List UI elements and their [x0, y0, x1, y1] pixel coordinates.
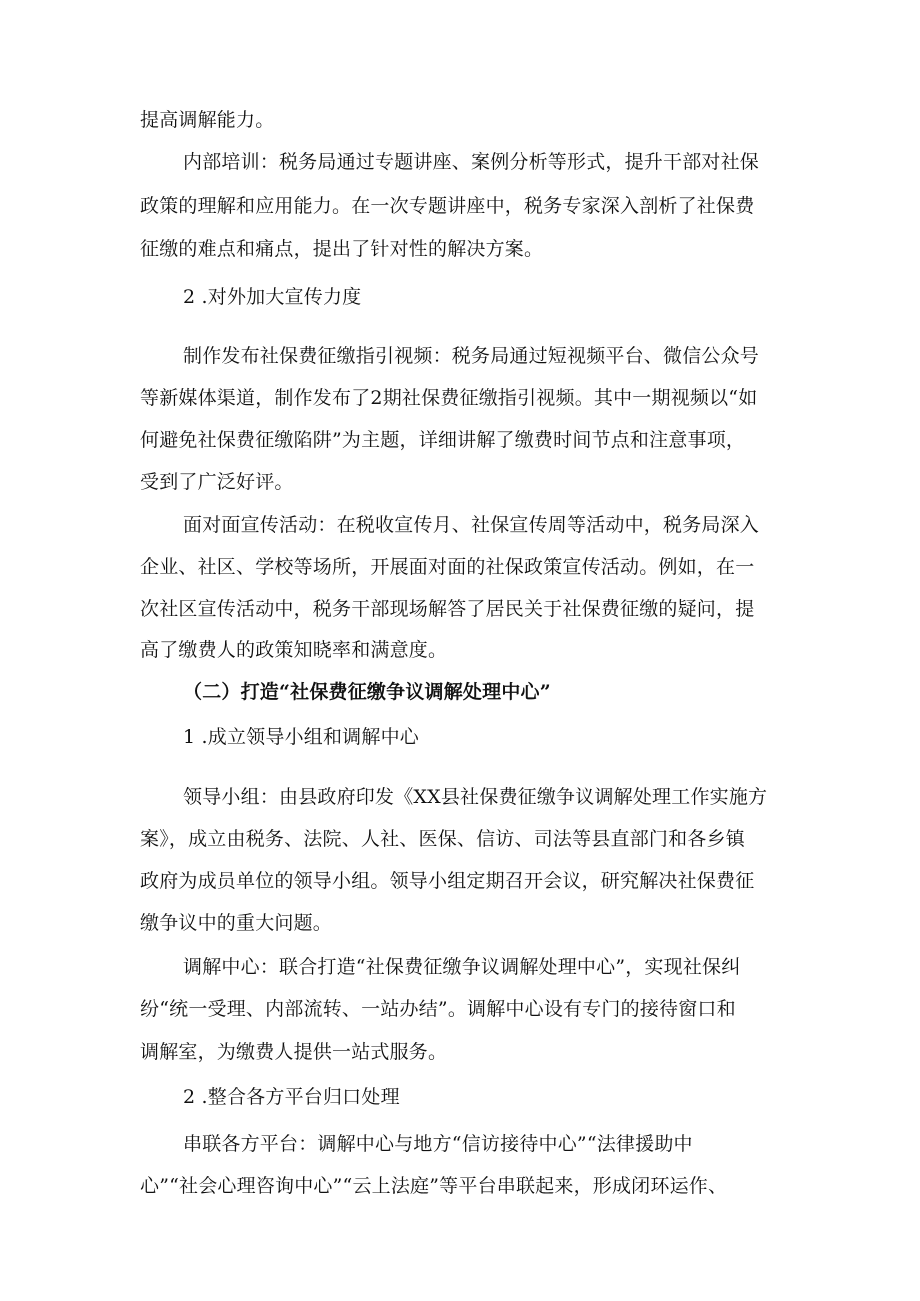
paragraph-line: 政策的理解和应用能力。在一次专题讲座中，税务专家深入剖析了社保费 — [140, 195, 755, 217]
paragraph-line: 提高调解能力。 — [140, 109, 275, 131]
paragraph-line: 缴争议中的重大问题。 — [140, 912, 333, 934]
paragraph-line: 调解中心：联合打造“社保费征缴争议调解处理中心”，实现社保纠 — [183, 956, 741, 978]
section-heading: 2 .整合各方平台归口处理 — [183, 1086, 400, 1108]
paragraph-line: 心”“社会心理咨询中心”“云上法庭”等平台串联起来，形成闭环运作、 — [140, 1175, 728, 1197]
paragraph-line: 案》，成立由税务、法院、人社、医保、信访、司法等县直部门和各乡镇 — [140, 828, 745, 850]
section-heading: 1 .成立领导小组和调解中心 — [183, 726, 419, 748]
paragraph-line: 制作发布社保费征缴指引视频：税务局通过短视频平台、微信公众号 — [183, 345, 760, 367]
paragraph-line: 纷“统一受理、内部流转、一站办结”。调解中心设有专门的接待窗口和 — [140, 998, 736, 1020]
paragraph-line: 领导小组：由县政府印发《XX县社保费征缴争议调解处理工作实施方 — [183, 786, 768, 808]
paragraph-line: 受到了广泛好评。 — [140, 471, 294, 493]
paragraph-line: 等新媒体渠道，制作发布了2期社保费征缴指引视频。其中一期视频以“如 — [140, 387, 758, 409]
section-heading: 2 .对外加大宣传力度 — [183, 286, 362, 308]
paragraph-line: 企业、社区、学校等场所，开展面对面的社保政策宣传活动。例如，在一 — [140, 556, 755, 578]
chapter-heading: （二）打造“社保费征缴争议调解处理中心” — [183, 681, 551, 703]
paragraph-line: 内部培训：税务局通过专题讲座、案例分析等形式，提升干部对社保 — [183, 151, 760, 173]
paragraph-line: 面对面宣传活动：在税收宣传月、社保宣传周等活动中，税务局深入 — [183, 514, 760, 536]
paragraph-line: 何避免社保费征缴陷阱”为主题，详细讲解了缴费时间节点和注意事项， — [140, 429, 746, 451]
paragraph-line: 高了缴费人的政策知晓率和满意度。 — [140, 639, 448, 661]
paragraph-line: 次社区宣传活动中，税务干部现场解答了居民关于社保费征缴的疑问，提 — [140, 598, 755, 620]
paragraph-line: 串联各方平台：调解中心与地方“信访接待中心”“法律援助中 — [183, 1133, 693, 1155]
paragraph-line: 政府为成员单位的领导小组。领导小组定期召开会议，研究解决社保费征 — [140, 870, 755, 892]
paragraph-line: 调解室，为缴费人提供一站式服务。 — [140, 1041, 448, 1063]
paragraph-line: 征缴的难点和痛点，提出了针对性的解决方案。 — [140, 238, 544, 260]
